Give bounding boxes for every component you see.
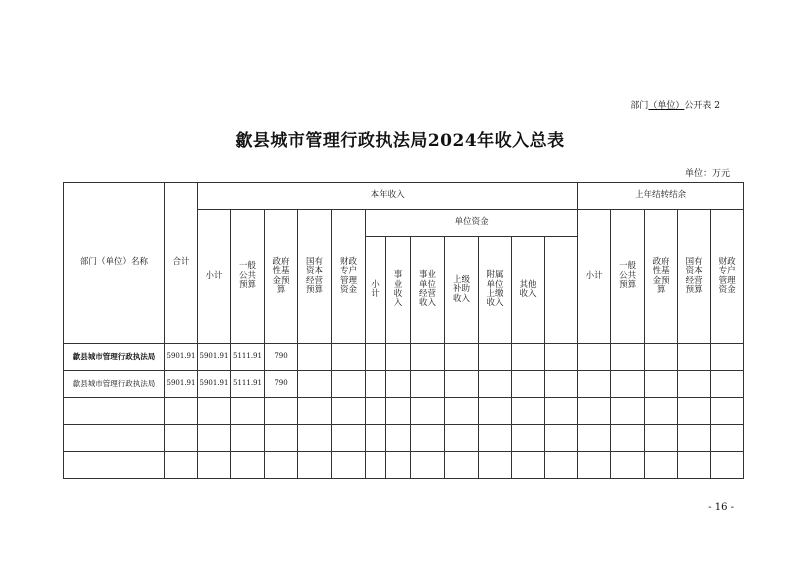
row-name: 歙县城市管理行政执法局 xyxy=(64,344,165,371)
header-general-budget: 一般 公共 预算 xyxy=(231,210,265,344)
header-dept-name: 部门（单位）名称 xyxy=(64,183,165,344)
header-special-account: 财政 专户 管理 资金 xyxy=(332,210,366,344)
row-gov-fund: 790 xyxy=(265,344,298,371)
header-business-ops-income: 事业 单位 经营 收入 xyxy=(411,237,445,344)
row-general-budget: 5111.91 xyxy=(231,371,265,398)
table-row-empty xyxy=(64,398,744,425)
page-title: 歙县城市管理行政执法局2024年收入总表 xyxy=(235,131,565,151)
header-affiliated-income: 附属 单位 上缴 收入 xyxy=(479,237,512,344)
header-last-year: 上年结转结余 xyxy=(578,183,744,210)
row-general-budget: 5111.91 xyxy=(231,344,265,371)
header-ly-subtotal: 小计 xyxy=(578,210,611,344)
unit-label: 单位：万元 xyxy=(684,169,730,179)
table-row xyxy=(64,344,744,371)
page-number: - 16 - xyxy=(708,502,734,513)
header-ly-gov-fund: 政府 性基 金预 算 xyxy=(645,210,678,344)
header-unit-subtotal: 小 计 xyxy=(366,237,386,344)
row-total: 5901.91 xyxy=(165,371,198,398)
header-ly-special-account: 财政 专户 管理 资金 xyxy=(711,210,744,344)
header-subsidy-income: 上级 补助 收入 xyxy=(445,237,479,344)
header-business-income: 事 业 收 入 xyxy=(386,237,411,344)
header-total: 合计 xyxy=(165,183,198,344)
row-total: 5901.91 xyxy=(165,344,198,371)
table-row-empty xyxy=(64,425,744,452)
table-row xyxy=(64,371,744,398)
header-unit-funds: 单位资金 xyxy=(366,210,578,237)
row-subtotal: 5901.91 xyxy=(198,371,231,398)
row-gov-fund: 790 xyxy=(265,371,298,398)
table-row-empty xyxy=(64,452,744,479)
header-state-capital: 国有 资本 经营 预算 xyxy=(298,210,332,344)
header-gov-fund: 政府 性基 金预 算 xyxy=(265,210,298,344)
header-ly-state-capital: 国有 资本 经营 预算 xyxy=(678,210,711,344)
form-number: 部门（单位）公开表 2 xyxy=(630,101,720,111)
header-other-income: 其他 收入 xyxy=(512,237,545,344)
header-this-year: 本年收入 xyxy=(198,183,578,210)
income-table xyxy=(63,182,744,479)
header-subtotal: 小计 xyxy=(198,210,231,344)
row-subtotal: 5901.91 xyxy=(198,344,231,371)
row-name: 歙县城市管理行政执法局 xyxy=(64,371,165,398)
header-ly-general-budget: 一般 公共 预算 xyxy=(611,210,645,344)
